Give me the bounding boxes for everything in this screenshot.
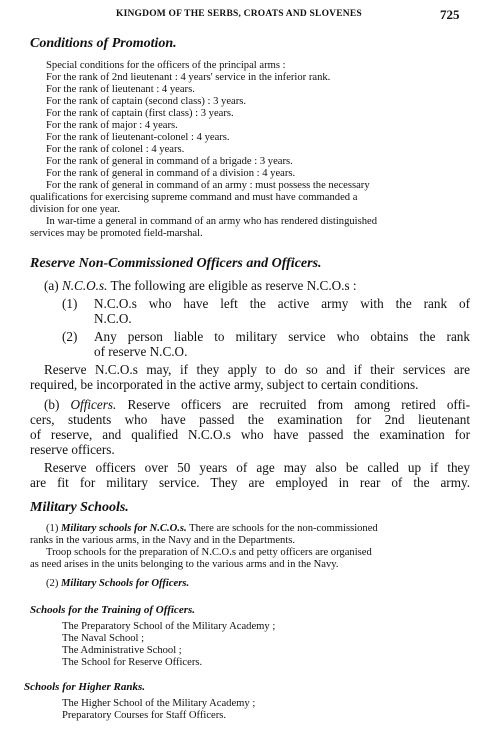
promotion-line: For the rank of lieutenant-colonel : 4 years. (46, 132, 230, 143)
training-item: The Preparatory School of the Military Academy ; (62, 621, 276, 632)
promotion-line: services may be promoted field-marshal. (30, 228, 203, 239)
subsection-b (44, 397, 470, 412)
subsection-b-marker: (b) (44, 397, 60, 412)
list-item-marker: (1) (62, 296, 78, 311)
promotion-line: For the rank of 2nd lieutenant : 4 years' service in the inferior rank. (46, 72, 331, 83)
reserve-age-paragraph: are fit for military service. They are employed in rear of the army. (30, 475, 470, 490)
schools-line: Troop schools for the preparation of N.C.O.s and petty officers are organised (46, 547, 372, 558)
training-item: The Naval School ; (62, 633, 145, 644)
schools-item-2-title: Military Schools for Officers. (61, 578, 190, 589)
schools-item-2-marker: (2) (46, 578, 59, 589)
schools-item-2 (46, 578, 189, 590)
list-item-text: N.C.O. (94, 311, 132, 326)
list-item-text: Any person liable to military service who obtains the rank (94, 329, 470, 344)
list-item-text: of reserve N.C.O. (94, 344, 188, 359)
higher-heading: Schools for Higher Ranks. (24, 681, 146, 693)
schools-item-1 (46, 523, 378, 535)
schools-item-1-title: Military schools for N.C.O.s. (61, 523, 187, 534)
promotion-line: For the rank of lieutenant : 4 years. (46, 84, 195, 95)
officers-paragraph: of reserve, and qualified N.C.O.s who have passed the examination for (30, 427, 470, 442)
training-heading: Schools for the Training of Officers. (30, 604, 196, 616)
reserve-paragraph: required, be incorporated in the active army, subject to certain conditions. (30, 377, 419, 392)
subsection-a-title: N.C.O.s. (61, 278, 108, 293)
officers-paragraph: reserve officers. (30, 442, 115, 457)
subsection-b-title: Officers. (70, 397, 117, 412)
list-item-marker: (2) (62, 329, 78, 344)
higher-item: Preparatory Courses for Staff Officers. (62, 710, 227, 721)
promotion-line: For the rank of general in command of a division : 4 years. (46, 168, 296, 179)
promotion-line: For the rank of colonel : 4 years. (46, 144, 185, 155)
officers-paragraph: cers, students who have passed the examination for 2nd lieutenant (30, 412, 470, 427)
reserve-age-paragraph: Reserve officers over 50 years of age may also be called up if they (44, 460, 470, 475)
subsection-a-marker: (a) (44, 278, 59, 293)
promotion-line: For the rank of captain (first class) : 3 years. (46, 108, 234, 119)
promotion-line: Special conditions for the officers of the principal arms : (46, 60, 286, 71)
section-heading-promotion: Conditions of Promotion. (30, 36, 177, 51)
promotion-line: For the rank of captain (second class) : 3 years. (46, 96, 247, 107)
schools-line: as need arises in the units belonging to the various arms and in the Navy. (30, 559, 339, 570)
running-title: KINGDOM OF THE SERBS, CROATS AND SLOVENES (116, 9, 362, 19)
higher-item: The Higher School of the Military Academy ; (62, 698, 256, 709)
section-heading-reserve: Reserve Non-Commissioned Officers and Officers. (30, 256, 322, 271)
training-item: The Administrative School ; (62, 645, 182, 656)
list-item-text: N.C.O.s who have left the active army with the rank of (94, 296, 470, 311)
schools-line: ranks in the various arms, in the Navy and in the Departments. (30, 535, 296, 546)
subsection-b-text: Reserve officers are recruited from among retired offi- (127, 397, 471, 412)
promotion-line: division for one year. (30, 204, 121, 215)
promotion-line: For the rank of major : 4 years. (46, 120, 178, 131)
running-header (0, 7, 484, 25)
subsection-a-text: The following are eligible as reserve N.C.O.s : (110, 278, 357, 293)
promotion-line: In war-time a general in command of an army who has rendered distinguished (46, 216, 378, 227)
reserve-paragraph: Reserve N.C.O.s may, if they apply to do so and if their services are (44, 362, 470, 377)
training-item: The School for Reserve Officers. (62, 657, 203, 668)
promotion-line: For the rank of general in command of an army : must possess the necessary (46, 180, 370, 191)
page-number: 725 (440, 7, 460, 22)
promotion-line: For the rank of general in command of a brigade : 3 years. (46, 156, 293, 167)
promotion-line: qualifications for exercising supreme command and must have commanded a (30, 192, 358, 203)
subsection-a (44, 278, 357, 293)
schools-item-1-text: There are schools for the non-commissioned (189, 523, 378, 534)
section-heading-schools: Military Schools. (30, 500, 129, 515)
schools-item-1-marker: (1) (46, 523, 59, 534)
